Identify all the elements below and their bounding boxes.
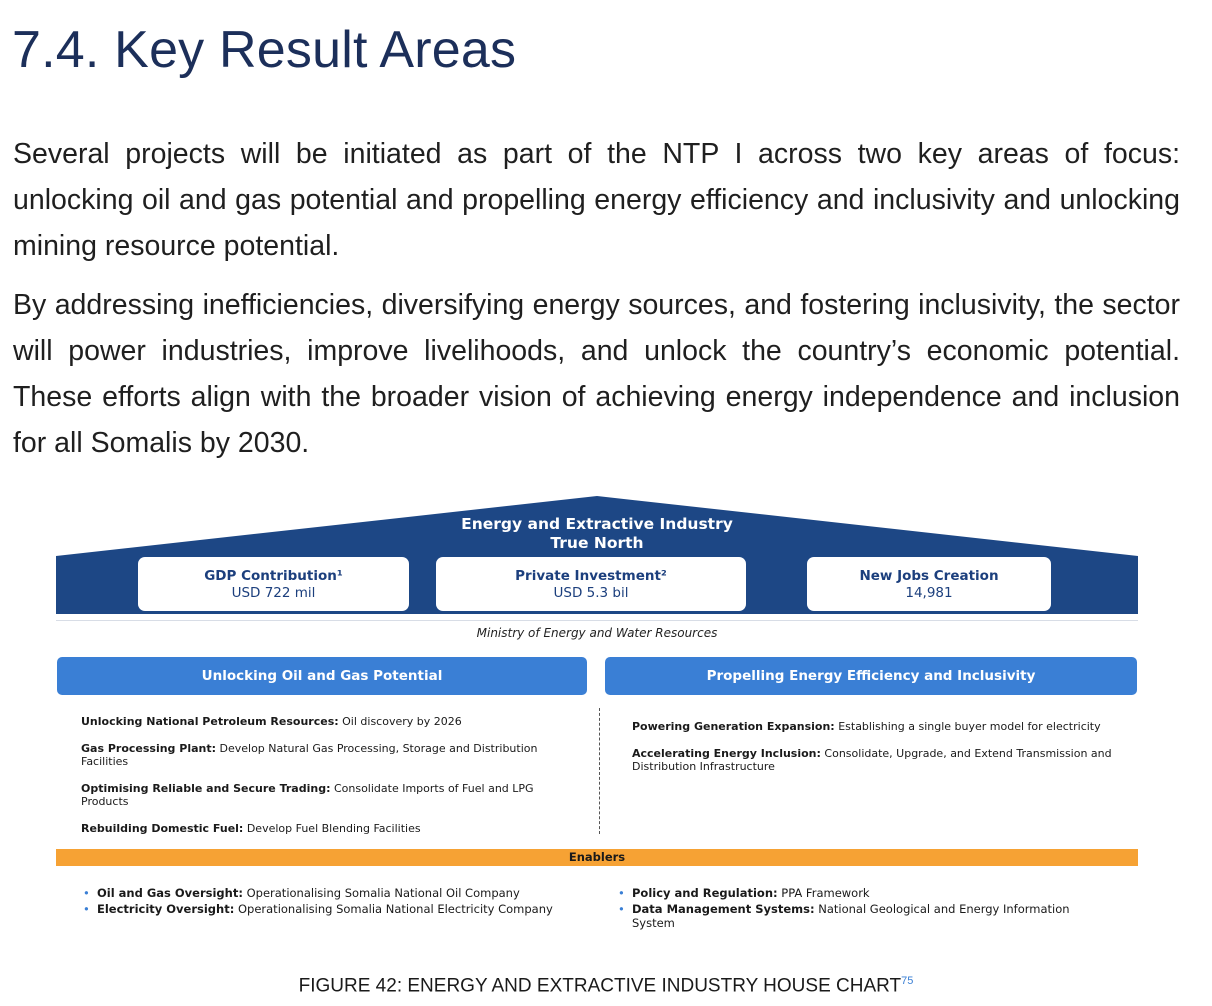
caption-text: FIGURE 42: ENERGY AND EXTRACTIVE INDUSTRY HOUSE CHART	[298, 975, 902, 997]
kpi-value: USD 722 mil	[231, 585, 316, 601]
kpi-gdp-contribution	[138, 557, 409, 611]
kpi-value: 14,981	[905, 585, 953, 601]
kpi-title: Private Investment²	[515, 568, 667, 584]
enabler-item: • Electricity Oversight: Operationalising Somalia National Electricity Company	[81, 902, 581, 916]
true-north-line1: Energy and Extractive Industry	[461, 515, 733, 533]
kpi-title: GDP Contribution¹	[204, 568, 343, 584]
section-heading: 7.4. Key Result Areas	[12, 21, 517, 79]
energy-efficiency-initiatives	[632, 720, 1127, 787]
pillar-divider	[599, 708, 600, 834]
enablers-right-list	[616, 886, 1076, 932]
kpi-title: New Jobs Creation	[859, 568, 999, 584]
kpi-new-jobs	[807, 557, 1051, 611]
kpi-value: USD 5.3 bil	[553, 585, 629, 601]
enablers-bar: Enablers	[56, 849, 1138, 866]
oil-gas-initiatives	[81, 715, 571, 849]
divider	[56, 620, 1138, 621]
intro-paragraph: Several projects will be initiated as part of the NTP I across two key areas of focus: unlocking oil and gas potential and propelling energy efficiency and inclusivity and unlocking mining resource potential.	[13, 138, 1180, 262]
initiative-item: Accelerating Energy Inclusion: Consolidate, Upgrade, and Extend Transmission and Distribution Infrastructure	[632, 747, 1112, 773]
ministry-label: Ministry of Energy and Water Resources	[476, 626, 718, 640]
initiative-item: Powering Generation Expansion: Establishing a single buyer model for electricity	[632, 720, 1101, 733]
kpi-private-investment	[436, 557, 746, 611]
enabler-item: • Data Management Systems: National Geological and Energy Information System	[616, 902, 1076, 930]
enabler-item: • Oil and Gas Oversight: Operationalising Somalia National Oil Company	[81, 886, 581, 900]
initiative-item: Unlocking National Petroleum Resources: Oil discovery by 2026	[81, 715, 462, 728]
true-north-line2: True North	[550, 534, 644, 552]
initiative-item: Rebuilding Domestic Fuel: Develop Fuel Blending Facilities	[81, 822, 421, 835]
enabler-item: • Policy and Regulation: PPA Framework	[616, 886, 1076, 900]
initiative-item: Optimising Reliable and Secure Trading: Consolidate Imports of Fuel and LPG Products	[81, 782, 534, 808]
pillar-oil-gas: Unlocking Oil and Gas Potential	[57, 657, 587, 695]
vision-paragraph: By addressing inefficiencies, diversifying energy sources, and fostering inclusivity, the sector will power industries, improve livelihoods, and unlock the country’s economic potential. These efforts align with the broader vision of achieving energy independence and inclusion for all Somalis by 2030.	[13, 289, 1180, 459]
caption-footnote[interactable]: 75	[901, 975, 914, 987]
enablers-left-list	[81, 886, 581, 918]
pillar-energy-efficiency: Propelling Energy Efficiency and Inclusivity	[605, 657, 1137, 695]
true-north-title	[420, 515, 774, 553]
figure-caption	[0, 975, 1212, 997]
initiative-item: Gas Processing Plant: Develop Natural Gas Processing, Storage and Distribution Facilities	[81, 742, 538, 768]
